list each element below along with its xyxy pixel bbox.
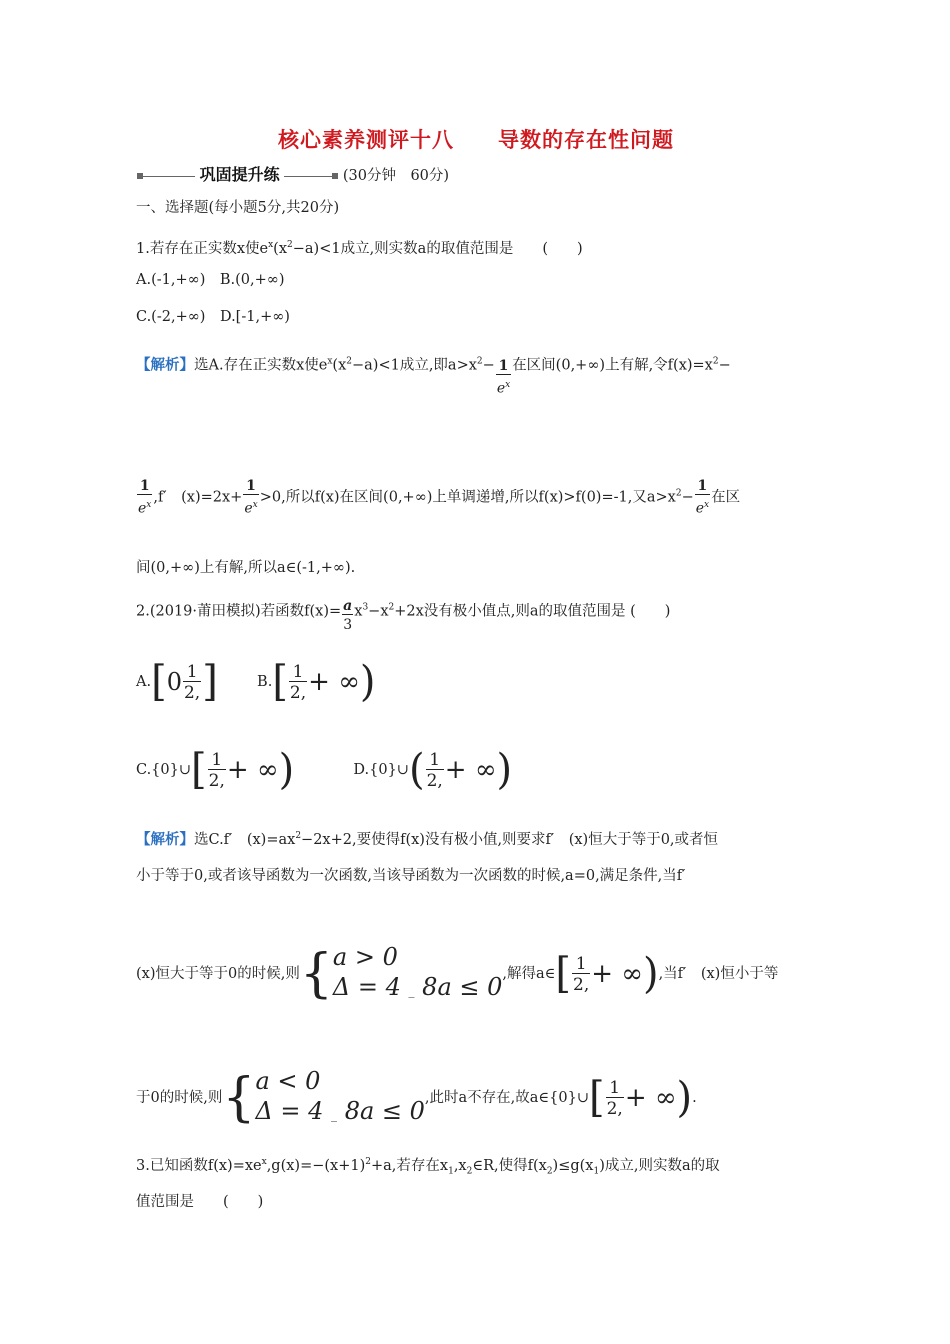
analysis-tag: 【解析】 [136,830,194,848]
analysis-tag: 【解析】 [136,356,194,374]
question-1-options-ab: A.(-1,+∞) B.(0,+∞) [136,272,285,288]
answer-1-line-3: 间(0,+∞)上有解,所以a∈(-1,+∞). [136,560,356,576]
case-system-1: { a > 0 Δ = 4 _ 8a ≤ 0 [299,943,503,1004]
answer-2-line-3: (x)恒大于等于0的时候,则{ a > 0 Δ = 4 _ 8a ≤ 0 ,解得a∈[ $\frac{1}{2,}$ + ∞),当f′ (x)恒小于等 [136,943,779,1004]
answer-2-line-4: 于0的时候,则{ a < 0 Δ = 4 _ 8a ≤ 0 ,此时a不存在,故a∈{0}∪[ $\frac{1}{2,}$ + ∞). [136,1067,697,1128]
fraction-1-over-ex: $\frac{1}{e^x}$ [138,478,152,517]
question-1-options-cd: C.(-2,+∞) D.[-1,+∞) [136,309,290,325]
section-heading: 一、选择题(每小题5分,共20分) [136,200,340,216]
question-3-stem-line-2: 值范围是 ( ) [136,1194,264,1210]
answer-1-line-1: 【解析】选A.存在正实数x使$e^x(x^2-a)<1$成立,即$a>x^2-$ $\frac{1}{e^x}$ 在区间(0,+∞)上有解,令$f(x)=x^2-$ [136,356,731,397]
page-title: 核心素养测评十八 导数的存在性问题 [278,128,674,152]
answer-2-line-2: 小于等于0,或者该导函数为一次函数,当该导函数为一次函数的时候,a=0,满足条件,当f′ [136,868,686,884]
question-2-options-ab: A.[0 $\frac{1}{2,}$ ] B.[ $\frac{1}{2,}$ + ∞) [136,657,376,707]
answer-2-line-1: 【解析】选C.f′ $(x)=ax^2-2x+2$,要使得f(x)没有极小值,则要求f′ (x)恒大于等于0,或者恒 [136,830,719,848]
case-system-2: { a < 0 Δ = 4 _ 8a ≤ 0 [222,1067,425,1128]
banner-time: (30分钟 60分) [342,168,450,184]
banner-label: 巩固提升练 [199,165,280,184]
fraction-1-over-ex: $\frac{1}{e^x}$ [496,358,511,397]
fraction-1-over-ex: $\frac{1}{e^x}$ [695,478,710,517]
question-1-stem: 1.若存在正实数x使$e^x(x^2-a)<1$成立,则实数a的取值范围是 ( ) [136,240,583,257]
question-3-stem-line-1: 3.已知函数$f(x)=xe^x,g(x)=-(x+1)^2+a$,若存在$x_1,x_2\in R$,使得$f(x_2)\le g(x_1)$成立,则实数a的取 [136,1157,720,1177]
fraction-1-over-ex: $\frac{1}{e^x}$ [244,478,258,517]
question-2-options-cd: C.{0}∪[ $\frac{1}{2,}$ + ∞) D.{0}∪( $\frac{1}{2,}$ + ∞) [136,745,513,795]
question-2-stem: 2.(2019·莆田模拟)若函数f(x)= $\frac{a}{3}$ $x^3-x^2+2x$没有极小值点,则a的取值范围是 ( ) [136,598,671,633]
answer-1-line-2: $\frac{1}{e^x}$ ,f′ (x)=2x+ $\frac{1}{e^x}$ >0,所以f(x)在区间(0,+∞)上单调递增,所以f(x)>f(0)=-1,又$a>x^2-$ $\frac{1}{e^x}$ 在区 [138,478,741,517]
banner-right-dot [332,173,338,179]
fraction-a-over-3: $\frac{a}{3}$ [343,598,353,633]
banner-right-line [284,176,332,177]
section-banner [137,162,449,185]
banner-left-line [143,176,195,177]
